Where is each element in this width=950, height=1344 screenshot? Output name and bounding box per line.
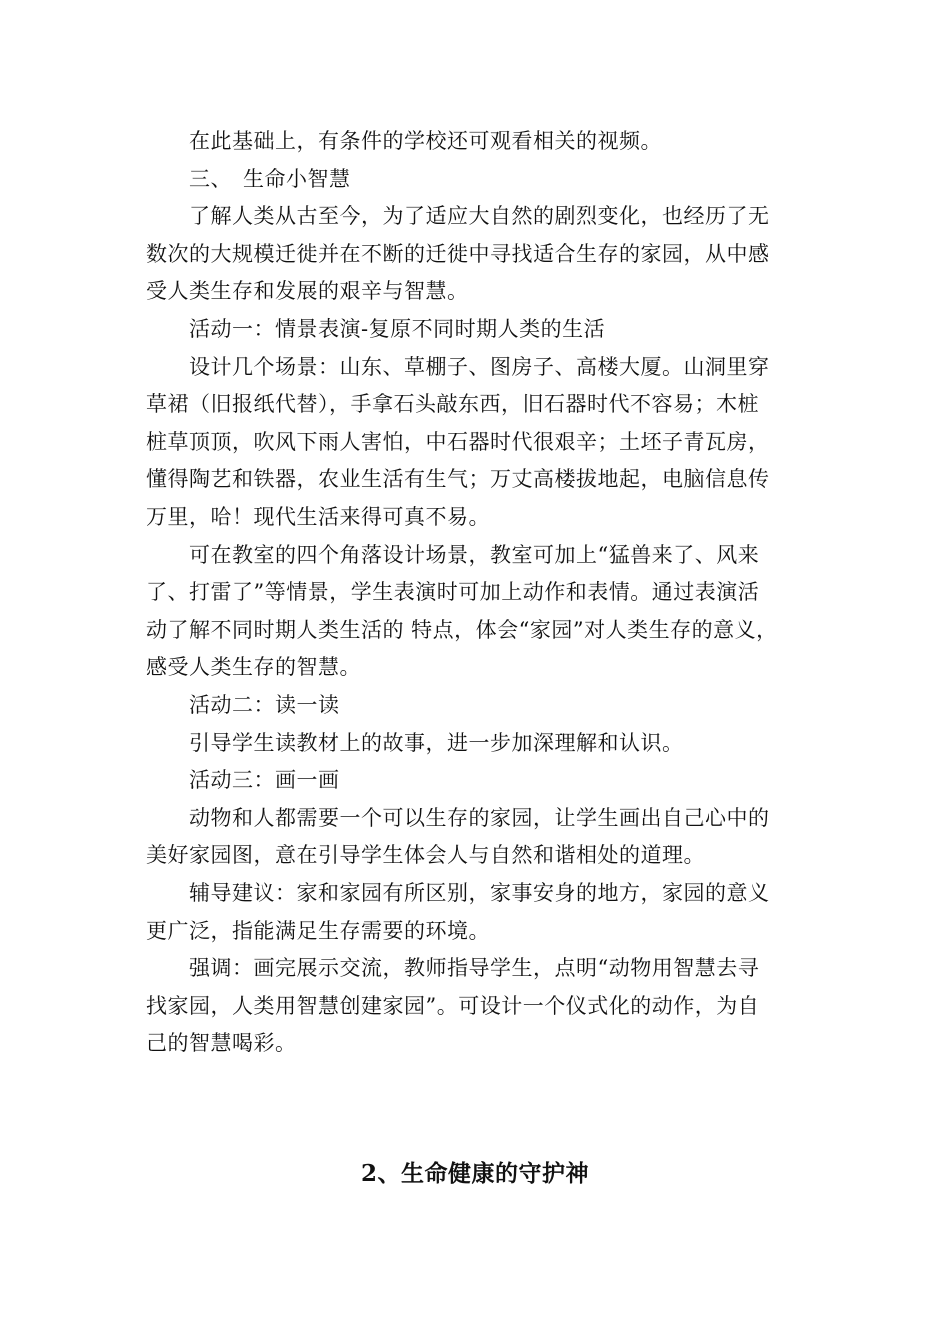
paragraph-line: 万里，哈！现代生活来得可真不易。 — [146, 505, 490, 529]
paragraph-line: 桩草顶顶，吹风下雨人害怕，中石器时代很艰辛；土坯子青瓦房， — [146, 430, 770, 454]
paragraph-line: 引导学生读教材上的故事，进一步加深理解和认识。 — [189, 731, 684, 755]
paragraph-line: 在此基础上，有条件的学校还可观看相关的视频。 — [189, 129, 662, 153]
paragraph-line: 设计几个场景：山东、草棚子、图房子、高楼大厦。山洞里穿 — [189, 355, 770, 379]
activity-title: 活动一：情景表演-复原不同时期人类的生活 — [189, 317, 606, 341]
paragraph-line: 了解人类从古至今，为了适应大自然的剧烈变化，也经历了无 — [189, 204, 770, 228]
paragraph-line: 更广泛，指能满足生存需要的环境。 — [146, 919, 490, 943]
section-heading: 三、 生命小智慧 — [189, 167, 351, 191]
paragraph-line: 了、打雷了”等情景，学生表演时可加上动作和表情。通过表演活 — [146, 580, 760, 604]
paragraph-line: 感受人类生存的智慧。 — [146, 655, 361, 679]
chapter-heading: 2、生命健康的守护神 — [360, 1160, 589, 1187]
paragraph-line: 己的智慧喝彩。 — [146, 1031, 297, 1055]
paragraph-line: 数次的大规模迁徙并在不断的迁徙中寻找适合生存的家园，从中感 — [146, 242, 770, 266]
paragraph-line: 动了解不同时期人类生活的 特点，体会“家园”对人类生存的意义， — [146, 618, 778, 642]
paragraph-line: 辅导建议：家和家园有所区别，家事安身的地方，家园的意义 — [189, 881, 770, 905]
paragraph-line: 找家园，人类用智慧创建家园”。可设计一个仪式化的动作，为自 — [146, 994, 760, 1018]
paragraph-line: 美好家园图，意在引导学生体会人与自然和谐相处的道理。 — [146, 843, 705, 867]
paragraph-line: 草裙（旧报纸代替），手拿石头敲东西，旧石器时代不容易；木桩 — [146, 392, 759, 416]
activity-title: 活动三：画一画 — [189, 768, 340, 792]
paragraph-line: 可在教室的四个角落设计场景，教室可加上“猛兽来了、风来 — [189, 543, 760, 567]
activity-title: 活动二：读一读 — [189, 693, 340, 717]
paragraph-line: 受人类生存和发展的艰辛与智慧。 — [146, 279, 469, 303]
paragraph-line: 强调：画完展示交流，教师指导学生，点明“动物用智慧去寻 — [189, 956, 760, 980]
paragraph-line: 懂得陶艺和铁器，农业生活有生气；万丈高楼拔地起，电脑信息传 — [146, 467, 770, 491]
paragraph-line: 动物和人都需要一个可以生存的家园，让学生画出自己心中的 — [189, 806, 770, 830]
